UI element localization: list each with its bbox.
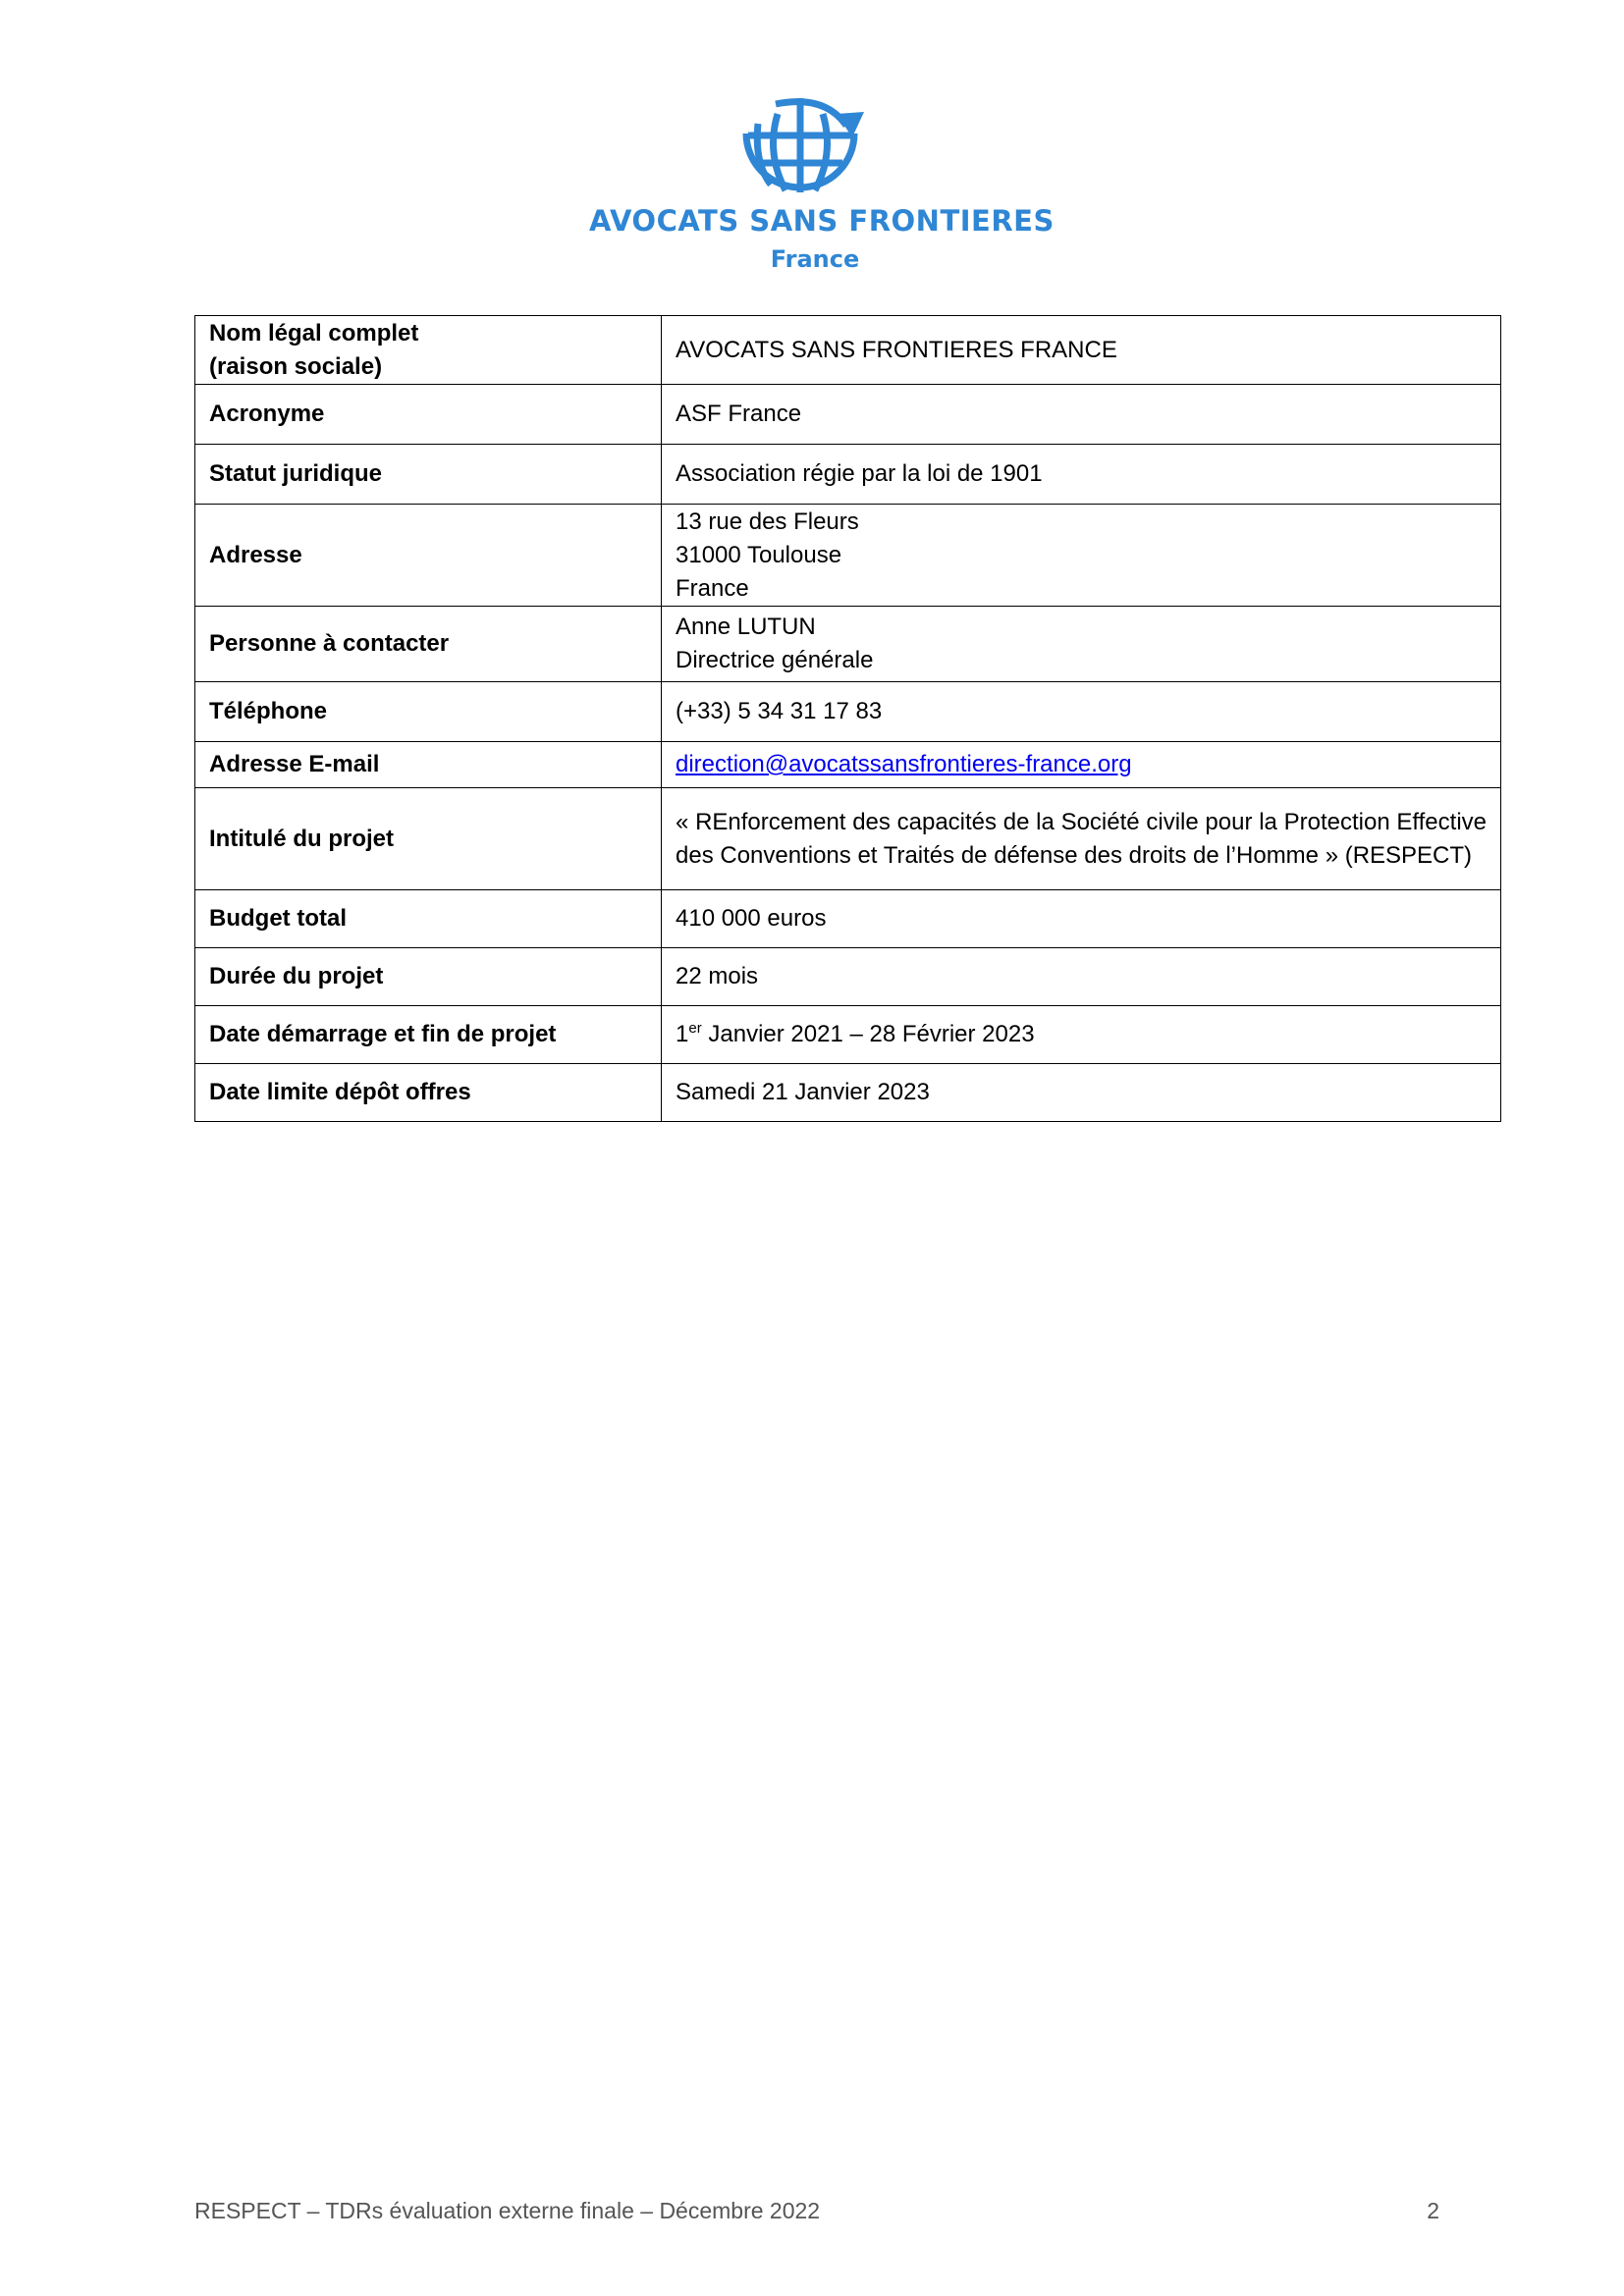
- table-row: [195, 607, 1501, 682]
- table-row: [195, 890, 1501, 948]
- value-email-cell: [662, 742, 1501, 788]
- label-nom-legal: Nom légal complet (raison sociale): [195, 316, 662, 385]
- table-row: [195, 682, 1501, 742]
- value-contact: Anne LUTUN Directrice générale: [662, 607, 1501, 682]
- page-number: 2: [1427, 2198, 1439, 2223]
- logo-subtitle: France: [770, 245, 860, 273]
- label-budget: Budget total: [195, 890, 662, 948]
- label-statut: Statut juridique: [195, 445, 662, 505]
- value-adresse: 13 rue des Fleurs 31000 Toulouse France: [662, 505, 1501, 607]
- value-statut: Association régie par la loi de 1901: [662, 445, 1501, 505]
- table-row: [195, 445, 1501, 505]
- value-intitule: « REnforcement des capacités de la Société civile pour la Protection Effective des Conventions et Traités de défense des droits de l’Homme » (RESPECT): [662, 788, 1501, 890]
- logo-title: AVOCATS SANS FRONTIERES: [589, 204, 1055, 238]
- project-info-table: [194, 315, 1501, 1122]
- logo: [589, 94, 1055, 291]
- label-telephone: Téléphone: [195, 682, 662, 742]
- table-row: [195, 505, 1501, 607]
- value-date-limite: Samedi 21 Janvier 2023: [662, 1064, 1501, 1122]
- label-email: Adresse E-mail: [195, 742, 662, 788]
- value-acronyme: ASF France: [662, 385, 1501, 445]
- table-row: [195, 385, 1501, 445]
- value-nom-legal: AVOCATS SANS FRONTIERES FRANCE: [662, 316, 1501, 385]
- label-adresse: Adresse: [195, 505, 662, 607]
- table-row: [195, 742, 1501, 788]
- value-dates: [662, 1006, 1501, 1064]
- table-row: [195, 788, 1501, 890]
- table-row: [195, 316, 1501, 385]
- table-row: [195, 948, 1501, 1006]
- email-link[interactable]: direction@avocatssansfrontieres-france.org: [676, 751, 1132, 777]
- table-row: [195, 1064, 1501, 1122]
- label-date-limite: Date limite dépôt offres: [195, 1064, 662, 1122]
- table-row: [195, 1006, 1501, 1064]
- value-duree: 22 mois: [662, 948, 1501, 1006]
- value-budget: 410 000 euros: [662, 890, 1501, 948]
- value-telephone: (+33) 5 34 31 17 83: [662, 682, 1501, 742]
- footer-text: RESPECT – TDRs évaluation externe finale – Décembre 2022: [194, 2198, 821, 2223]
- label-contact: Personne à contacter: [195, 607, 662, 682]
- label-duree: Durée du projet: [195, 948, 662, 1006]
- value-dates-ordinal: er: [688, 1020, 702, 1037]
- value-dates-day: 1: [676, 1021, 689, 1047]
- label-acronyme: Acronyme: [195, 385, 662, 445]
- page-footer: [194, 2198, 1439, 2224]
- label-dates: Date démarrage et fin de projet: [195, 1006, 662, 1064]
- value-dates-rest: Janvier 2021 – 28 Février 2023: [701, 1021, 1035, 1047]
- label-intitule: Intitulé du projet: [195, 788, 662, 890]
- globe-arrow-logo-icon: [589, 94, 1041, 202]
